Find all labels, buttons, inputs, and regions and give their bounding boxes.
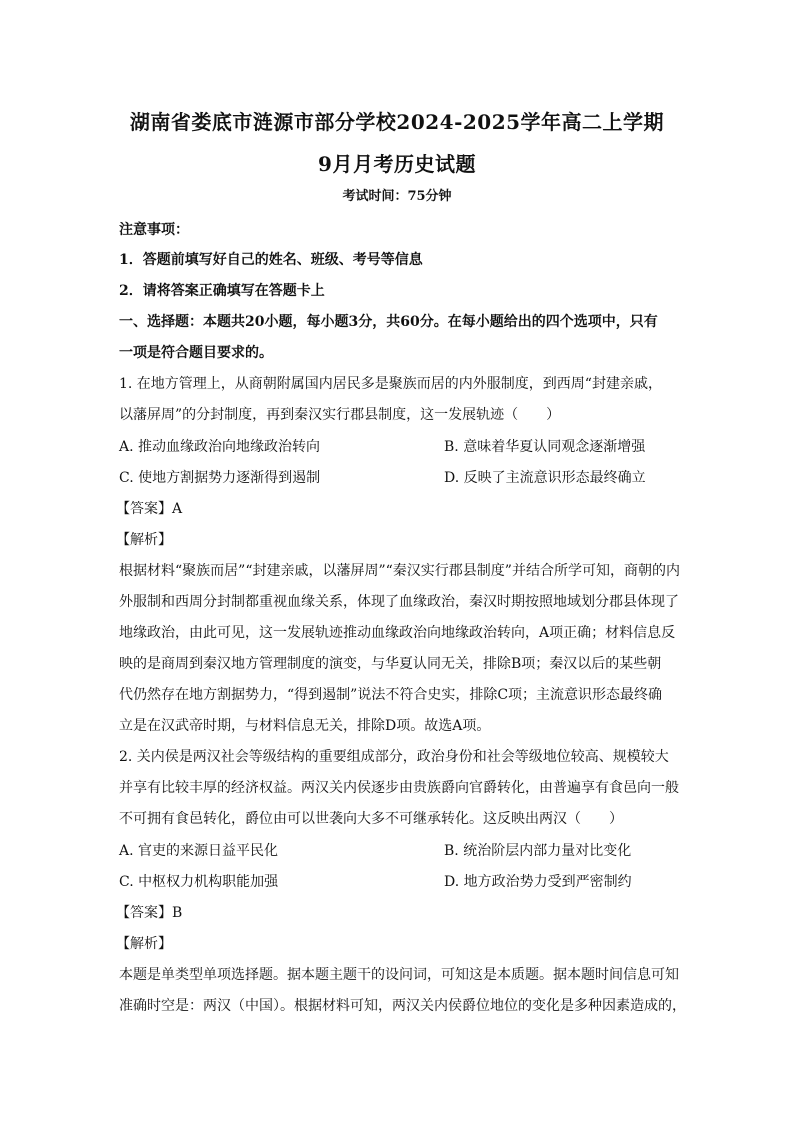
q2-option-b: B. 统治阶层内部力量对比变化: [444, 843, 632, 859]
q1-stem-line2: 以藩屏周”的分封制度，再到秦汉实行郡县制度，这一发展轨迹（ ）: [119, 407, 561, 423]
q1-analysis-line6: 立是在汉武帝时期，与材料信息无关，排除D项。故选A项。: [119, 718, 491, 734]
notice-item-1: 1．答题前填写好自己的姓名、班级、考号等信息: [119, 252, 423, 268]
q2-option-d: D. 地方政治势力受到严密制约: [444, 874, 632, 890]
q2-analysis-line1: 本题是单类型单项选择题。据本题主题干的设问词，可知这是本质题。据本题时间信息可知: [119, 967, 679, 983]
q1-analysis-line1: 根据材料“聚族而居”“封建亲戚，以藩屏周”“秦汉实行郡县制度”并结合所学可知，商朝的内: [119, 563, 680, 579]
q1-option-d: D. 反映了主流意识形态最终确立: [444, 470, 646, 486]
notice-heading: 注意事项：: [119, 222, 189, 238]
exam-title-line2: 9月月考历史试题: [318, 152, 476, 176]
q2-option-a: A. 官吏的来源日益平民化: [119, 843, 279, 859]
q2-stem-line3: 不可拥有食邑转化，爵位由可以世袭向大多不可继承转化。这反映出两汉（ ）: [119, 811, 623, 827]
exam-time: 考试时间：75分钟: [342, 189, 452, 204]
q2-analysis-label: 【解析】: [116, 936, 172, 952]
q1-analysis-line3: 地缘政治，由此可见，这一发展轨迹推动血缘政治向地缘政治转向，A项正确；材料信息反: [119, 625, 676, 641]
q1-option-c: C. 使地方割据势力逐渐得到遏制: [119, 470, 321, 486]
q1-stem-line1: 1. 在地方管理上，从商朝附属国内居民多是聚族而居的内外服制度，到西周“封建亲戚，: [119, 376, 662, 392]
q2-stem-line2: 并享有比较丰厚的经济权益。两汉关内侯逐步由贵族爵向官爵转化，由普遍享有食邑向一般: [119, 780, 679, 796]
q2-stem-line1: 2. 关内侯是两汉社会等级结构的重要组成部分，政治身份和社会等级地位较高、规模较大: [119, 749, 669, 765]
q2-option-c: C. 中枢权力机构职能加强: [119, 874, 279, 890]
q2-analysis-line2: 准确时空是：两汉（中国）。根据材料可知，两汉关内侯爵位地位的变化是多种因素造成的，: [119, 998, 686, 1014]
q1-analysis-line4: 映的是商周到秦汉地方管理制度的演变，与华夏认同无关，排除B项；秦汉以后的某些朝: [119, 656, 662, 672]
exam-title-line1: 湖南省娄底市涟源市部分学校2024-2025学年高二上学期: [129, 110, 665, 134]
q1-answer: 【答案】A: [116, 501, 183, 517]
section-heading-line2: 一项是符合题目要求的。: [119, 345, 273, 361]
q2-answer: 【答案】B: [116, 905, 183, 921]
section-heading-line1: 一、选择题：本题共20小题，每小题3分，共60分。在每小题给出的四个选项中，只有: [119, 314, 658, 330]
q1-analysis-label: 【解析】: [116, 532, 172, 548]
q1-analysis-line2: 外服制和西周分封制都重视血缘关系，体现了血缘政治，秦汉时期按照地域划分郡县体现了: [119, 594, 679, 610]
notice-item-2: 2．请将答案正确填写在答题卡上: [119, 283, 325, 299]
q1-option-b: B. 意味着华夏认同观念逐渐增强: [444, 439, 646, 455]
q1-analysis-line5: 代仍然存在地方割据势力，“得到遏制”说法不符合史实，排除C项；主流意识形态最终确: [119, 687, 663, 703]
q1-option-a: A. 推动血缘政治向地缘政治转向: [119, 439, 321, 455]
